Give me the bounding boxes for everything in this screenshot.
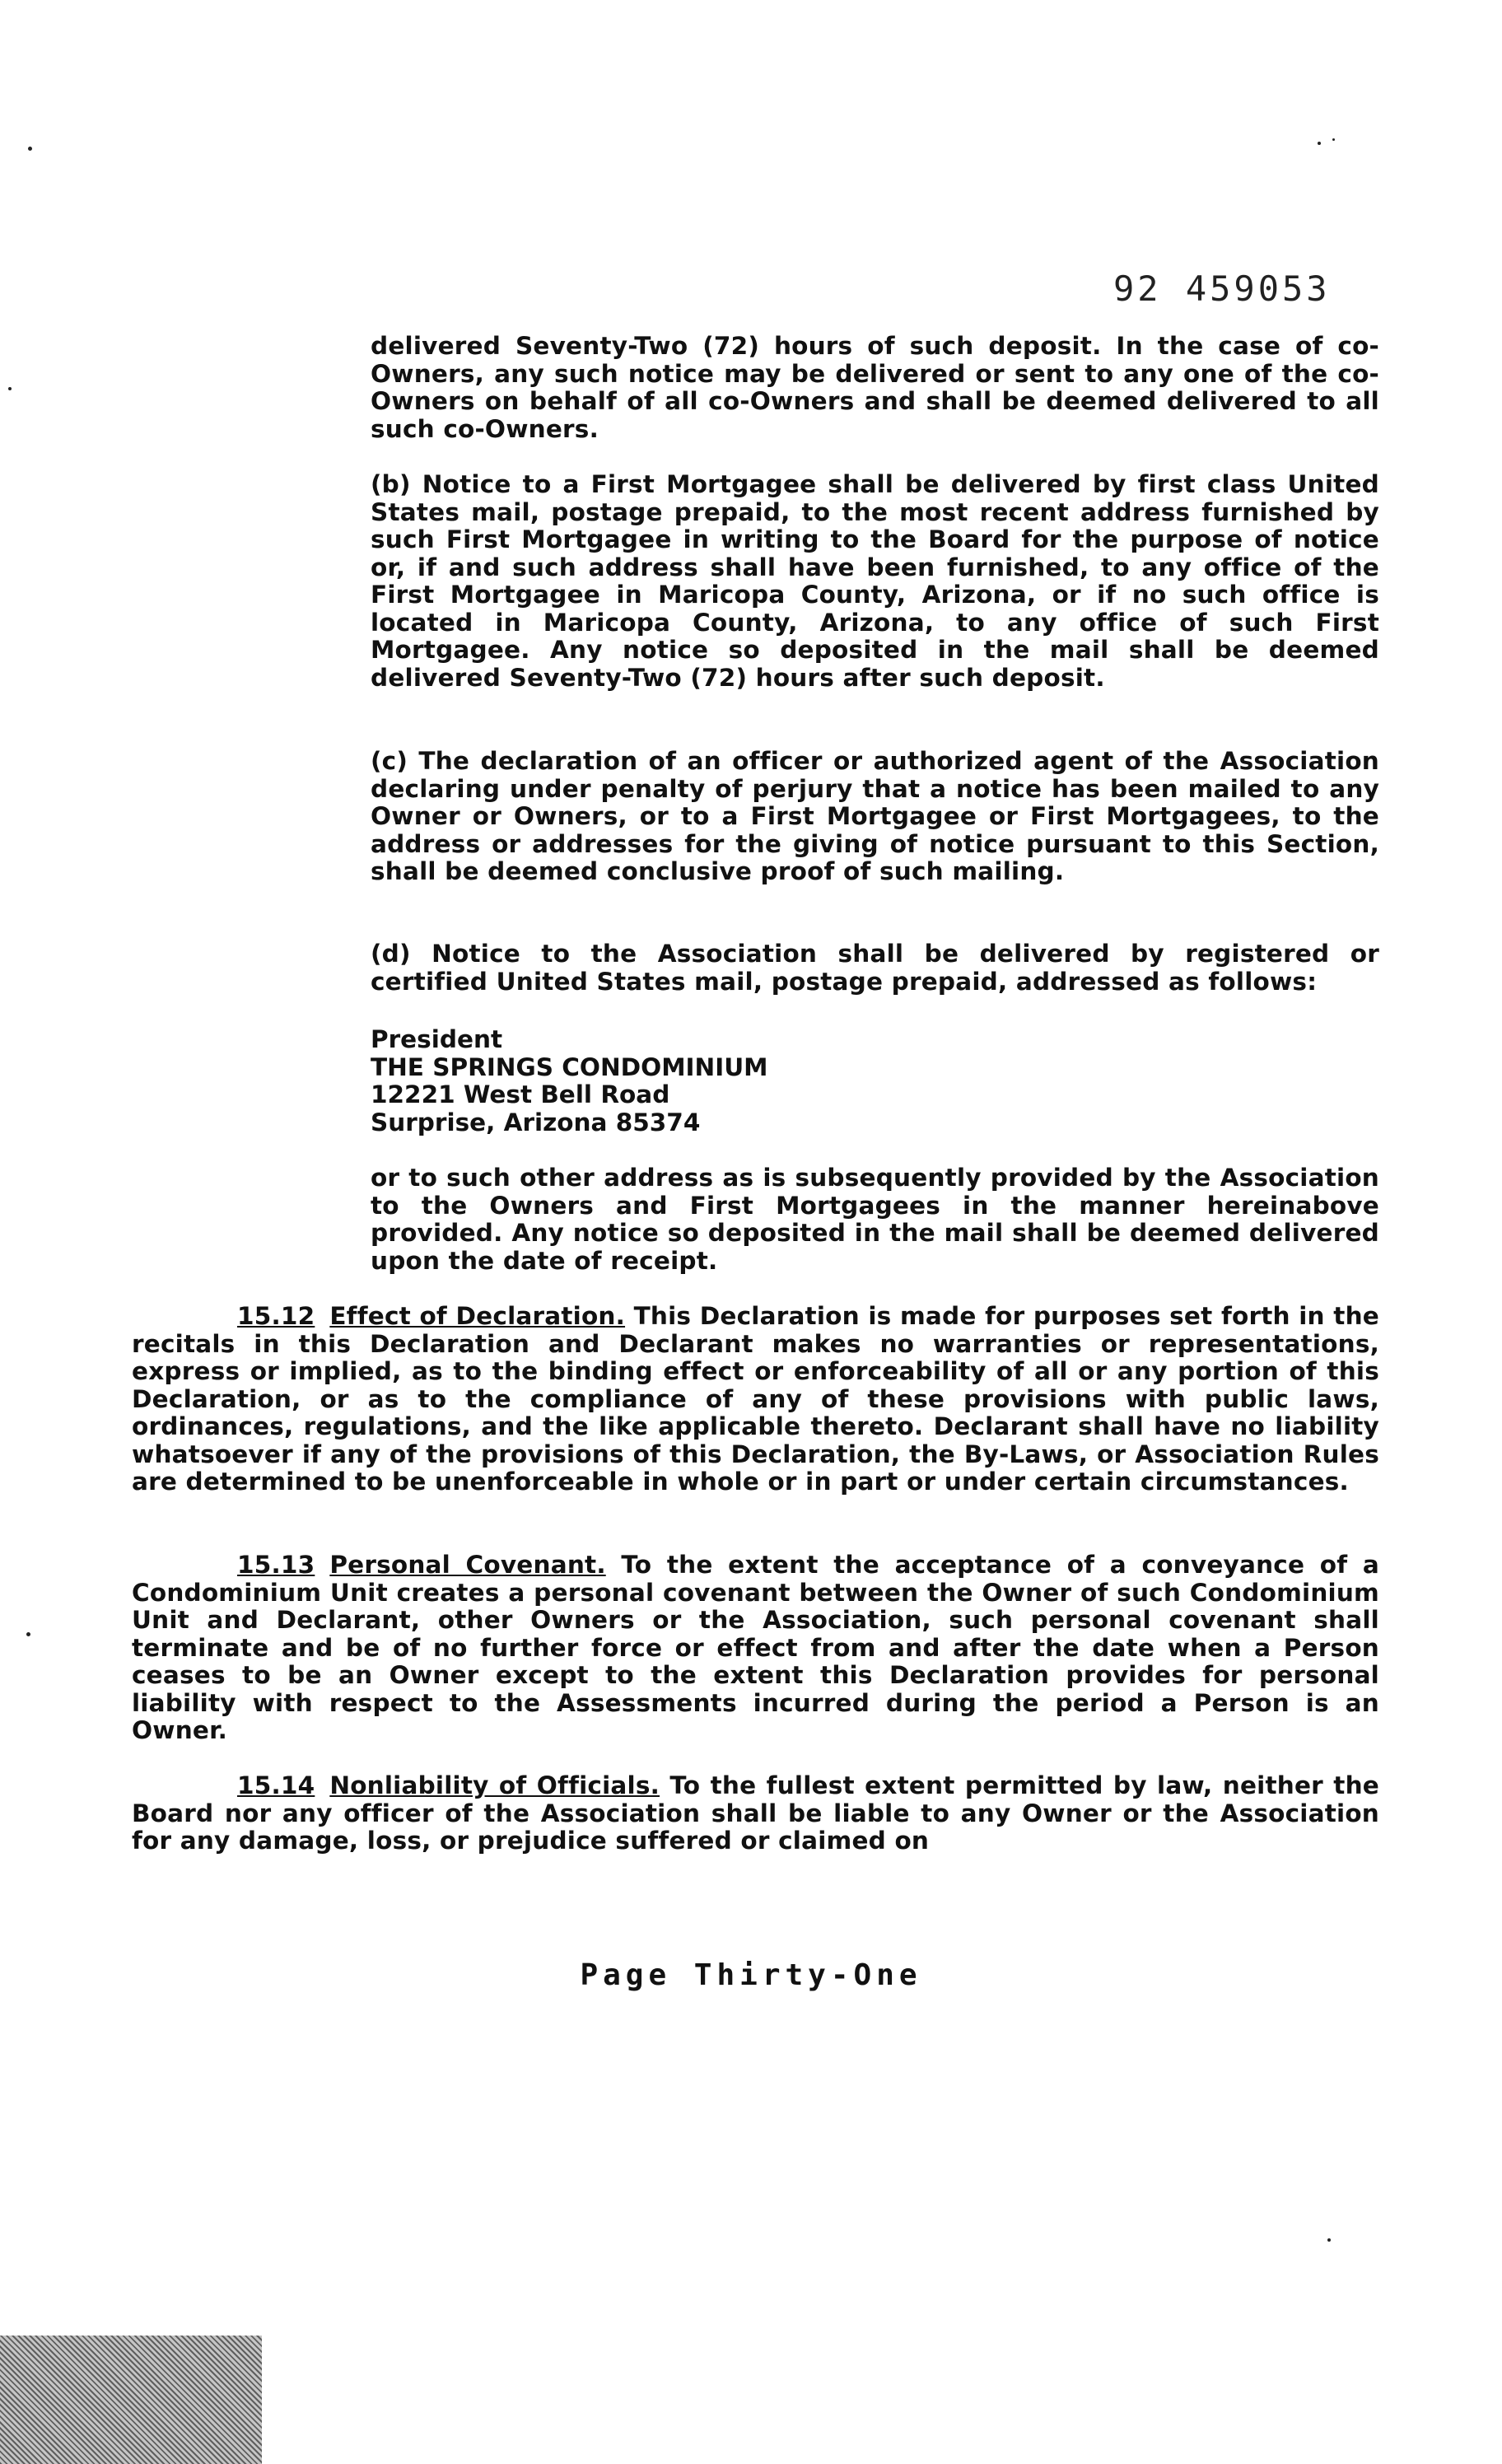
section-15-12 xyxy=(132,1303,1379,1496)
paragraph-d: (d) Notice to the Association shall be delivered by registered or certified United States mail, postage prepaid, addressed as follows: xyxy=(371,940,1379,996)
paragraph-after-address: or to such other address as is subsequently provided by the Association to the Owners and First Mortgagees in the manner hereinabove provided. Any notice so deposited in the mail shall be deemed delivered upon the date of receipt. xyxy=(371,1164,1379,1275)
section-title: Effect of Declaration. xyxy=(329,1302,626,1330)
mailing-address xyxy=(371,1026,768,1136)
address-line-1: President xyxy=(371,1025,503,1053)
paragraph-b: (b) Notice to a First Mortgagee shall be delivered by first class United States mail, postage prepaid, to the most recent address furnished by such First Mortgagee in writing to the Board for the purpose of notice or, if and such address shall have been furnished, to any office of the First Mortgagee in Maricopa County, Arizona, or if no such office is located in Maricopa County, Arizona, to any office of such First Mortgagee. Any notice so deposited in the mail shall be deemed delivered Seventy-Two (72) hours after such deposit. xyxy=(371,470,1379,692)
scan-speck xyxy=(1327,2238,1331,2242)
document-number: 92 459053 xyxy=(1113,268,1331,309)
address-line-4: Surprise, Arizona 85374 xyxy=(371,1108,701,1136)
paragraph-c: (c) The declaration of an officer or authorized agent of the Association declaring under penalty of perjury that a notice has been mailed to any Owner or Owners, or to a First Mortgagee or First Mortgagees, to the address or addresses for the giving of notice pursuant to this Section, shall be deemed conclusive proof of such mailing. xyxy=(371,747,1379,885)
section-title: Nonliability of Officials. xyxy=(329,1771,660,1799)
scan-speck xyxy=(26,1632,30,1636)
paragraph-a-continuation: delivered Seventy-Two (72) hours of such deposit. In the case of co-Owners, any such notice may be delivered or sent to any one of the co-Owners on behalf of all co-Owners and shall be deemed delivered to all such co-Owners. xyxy=(371,332,1379,443)
address-line-3: 12221 West Bell Road xyxy=(371,1080,670,1108)
section-number: 15.13 xyxy=(237,1551,315,1579)
scan-speck xyxy=(8,387,12,390)
section-15-14 xyxy=(132,1772,1379,1855)
section-number: 15.12 xyxy=(237,1302,315,1330)
section-15-13 xyxy=(132,1552,1379,1745)
page-footer: Page Thirty-One xyxy=(580,1958,922,1992)
section-text: To the fullest extent permitted by law, neither the Board nor any officer of the Association shall be liable to any Owner or the Association for any damage, loss, or prejudice suffered or claimed on xyxy=(132,1771,1379,1855)
address-line-2: THE SPRINGS CONDOMINIUM xyxy=(371,1052,768,1081)
section-text: To the extent the acceptance of a conveyance of a Condominium Unit creates a personal covenant between the Owner of such Condominium Unit and Declarant, other Owners or the Association, such personal covenant shall terminate and be of no further force or effect from and after the date when a Person ceases to be an Owner except to the extent this Declaration provides for personal liability with respect to the Assessments incurred during the period a Person is an Owner. xyxy=(132,1551,1379,1744)
section-number: 15.14 xyxy=(237,1771,315,1799)
section-text: This Declaration is made for purposes set forth in the recitals in this Declaration and Declarant makes no warranties or representations, express or implied, as to the binding effect or enforceability of all or any portion of this Declaration, or as to the compliance of any of these provisions with public laws, ordinances, regulations, and the like applicable thereto. Declarant shall have no liability whatsoever if any of the provisions of this Declaration, the By-Laws, or Association Rules are determined to be unenforceable in whole or in part or under certain circumstances. xyxy=(132,1302,1379,1496)
scan-speck xyxy=(28,147,32,151)
scan-noise-patch xyxy=(0,2336,262,2464)
section-title: Personal Covenant. xyxy=(329,1551,606,1579)
scan-speck xyxy=(1332,138,1335,141)
scan-speck xyxy=(1318,142,1321,145)
